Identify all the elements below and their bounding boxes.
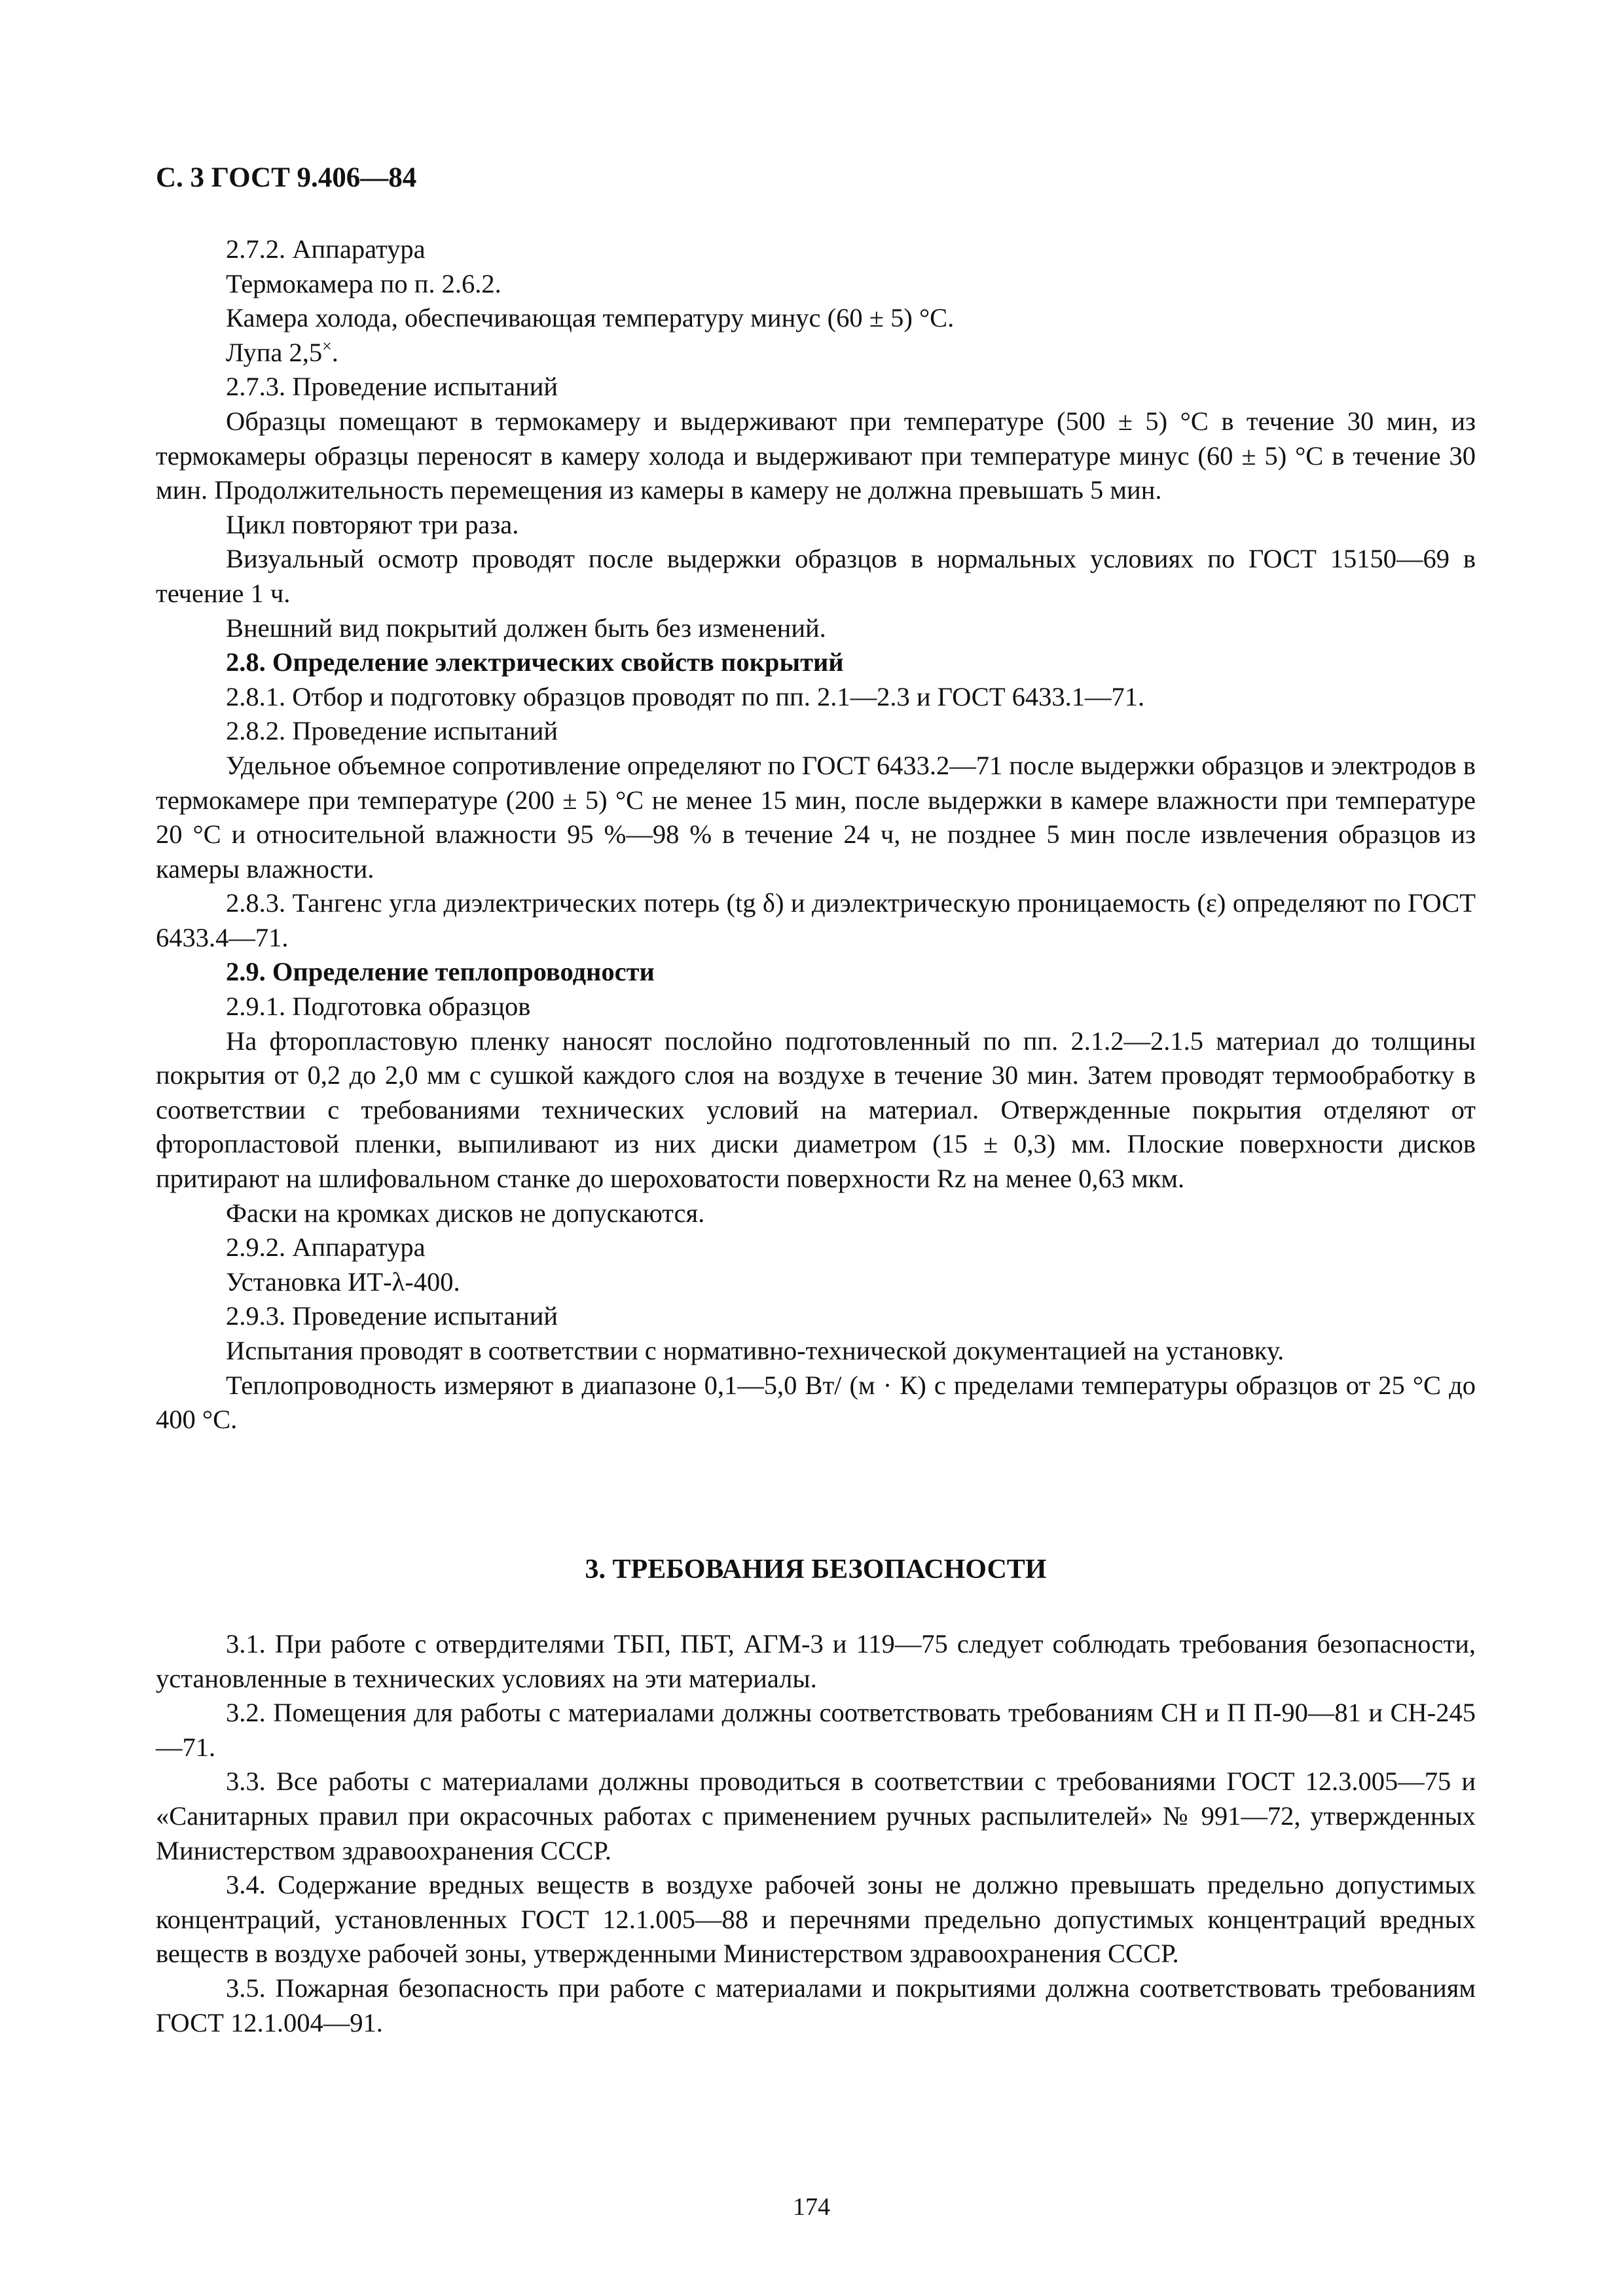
resistivity-paragraph: Удельное объемное сопротивление определяют по ГОСТ 6433.2—71 после выдержки образцов и электродов в термокамере при температуре (200 ± 5) °С не менее 15 мин, после выдержки в камере влажности при температуре 20 °С и относительной влажности 95 %—98 % в течение 24 ч, не позднее 5 мин после извлечения образцов из камеры влажности. [156, 750, 1476, 884]
section-3-title: 3. ТРЕБОВАНИЯ БЕЗОПАСНОСТИ [585, 1554, 1047, 1585]
clause-3-3: 3.3. Все работы с материалами должны проводиться в соответствии с требованиями ГОСТ 12.3.005—75 и «Санитарных правил при окрасочных работах с применением ручных распылителей» № 991—72, утвержденных Министерством здравоохранения СССР. [156, 1767, 1476, 1865]
tests-paragraph: Испытания проводят в соответствии с нормативно-технической документацией на установку. [226, 1336, 1285, 1365]
clause-2-7-3: 2.7.3. Проведение испытаний [226, 372, 558, 402]
section-3 [156, 1552, 1476, 1587]
loupe-text: Лупа 2,5 [226, 337, 323, 367]
installation-line: Установка ИТ-λ-400. [226, 1266, 460, 1297]
appearance-line: Внешний вид покрытий должен быть без изменений. [226, 613, 826, 643]
test-procedure-paragraph: Образцы помещают в термокамеру и выдерживают при температуре (500 ± 5) °С в течение 30 мин, из термокамеры образцы переносят в камеру холода и выдерживают при температуре минус (60 ± 5) °С в течение 30 мин. Продолжительность перемещения из камеры в камеру не должна превышать 5 мин. [156, 406, 1476, 505]
page-number: 174 [793, 2193, 830, 2221]
visual-inspection-paragraph: Визуальный осмотр проводят после выдержки образцов в нормальных условиях по ГОСТ 15150—69 в течение 1 ч. [156, 544, 1476, 608]
clause-2-9-1: 2.9.1. Подготовка образцов [226, 992, 531, 1022]
loupe-line: Лупа 2,5×. [226, 336, 338, 367]
clause-2-9-heading: 2.9. Определение теплопроводности [226, 957, 655, 987]
clause-3-1: 3.1. При работе с отвердителями ТБП, ПБТ, АГМ-3 и 119—75 следует соблюдать требования безопасности, установленные в технических условиях на эти материалы. [156, 1629, 1476, 1693]
clause-3-2: 3.2. Помещения для работы с материалами должны соответствовать требованиям СН и П П-90—81 и СН-245—71. [156, 1698, 1476, 1762]
loupe-mark: × [322, 336, 332, 356]
clause-2-8-3: 2.8.3. Тангенс угла диэлектрических потерь (tg δ) и диэлектрическую проницаемость (ε) определяют по ГОСТ 6433.4—71. [156, 888, 1476, 952]
cold-chamber-line: Камера холода, обеспечивающая температуру минус (60 ± 5) °С. [226, 303, 955, 333]
clause-2-9-3: 2.9.3. Проведение испытаний [226, 1301, 558, 1331]
conductivity-paragraph: Теплопроводность измеряют в диапазоне 0,1—5,0 Вт/ (м · К) с пределами температуры образцов от 25 °С до 400 °С. [156, 1370, 1476, 1435]
section-3-body [156, 1627, 1476, 2040]
clause-2-8-1: 2.8.1. Отбор и подготовку образцов проводят по пп. 2.1—2.3 и ГОСТ 6433.1—71. [226, 681, 1145, 711]
clause-3-5: 3.5. Пожарная безопасность при работе с материалами и покрытиями должна соответствовать требованиям ГОСТ 12.1.004—91. [156, 1973, 1476, 2037]
sample-preparation-paragraph: На фторопластовую пленку наносят послойно подготовленный по пп. 2.1.2—2.1.5 материал до толщины покрытия от 0,2 до 2,0 мм с сушкой каждого слоя на воздухе в течение 30 мин. Затем проводят термообработку в соответствии с требованиями технических условий на материал. Отвержденные покрытия отделяют от фторопластовой пленки, выпиливают из них диски диаметром (15 ± 0,3) мм. Плоские поверхности дисков притирают на шлифовальном станке до шероховатости поверхности Rz на менее 0,63 мкм. [156, 1026, 1476, 1194]
thermochamber-line: Термокамера по п. 2.6.2. [226, 268, 501, 298]
section-2-continued [156, 232, 1476, 1437]
cycle-repeat-line: Цикл повторяют три раза. [226, 509, 519, 539]
chamfer-line: Фаски на кромках дисков не допускаются. [226, 1198, 705, 1228]
clause-2-7-2: 2.7.2. Аппаратура [226, 234, 426, 264]
page-header: С. 3 ГОСТ 9.406—84 [156, 162, 417, 193]
clause-3-4: 3.4. Содержание вредных веществ в воздухе рабочей зоны не должно превышать предельно допустимых концентраций, установленных ГОСТ 12.1.005—88 и перечнями предельно допустимых концентраций вредных веществ в воздухе рабочей зоны, утвержденными Министерством здравоохранения СССР. [156, 1870, 1476, 1969]
clause-2-9-2: 2.9.2. Аппаратура [226, 1232, 426, 1263]
clause-2-8-2: 2.8.2. Проведение испытаний [226, 716, 558, 746]
clause-2-8-heading: 2.8. Определение электрических свойств покрытий [226, 647, 844, 677]
